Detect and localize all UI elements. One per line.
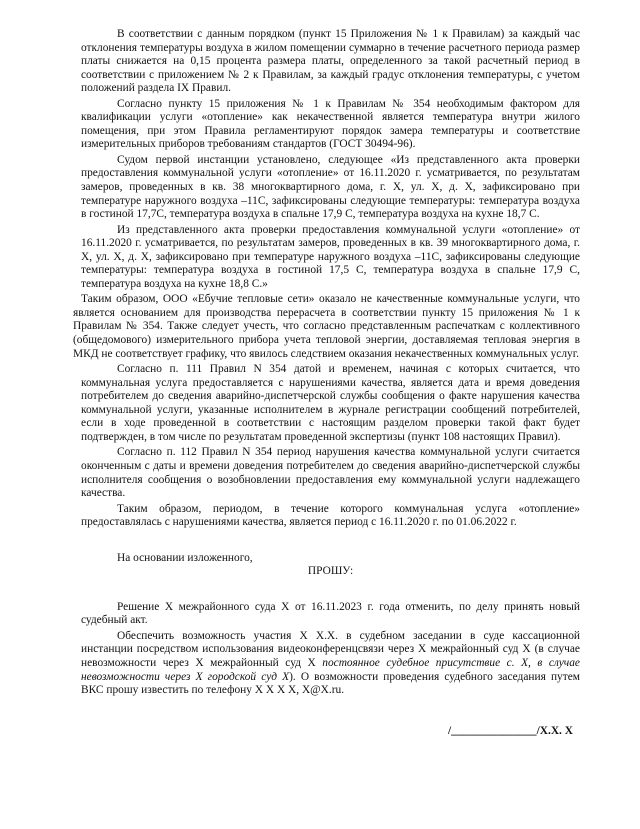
based-on-text: На основании изложенного, <box>117 551 253 564</box>
request-videoconference-end: ). О возможности проведения судебного заседания путем ВКС прошу известить по телефону Х Х Х Х, Х@Х.ru. <box>81 670 580 697</box>
request-cancel-decision: Решение Х межрайонного суда Х от 16.11.2023 г. года отменить, по делу принять новый судебный акт. <box>81 600 580 627</box>
paragraph-temperature-deviation: В соответствии с данным порядком (пункт 15 Приложения № 1 к Правилам) за каждый час отклонения температуры воздуха в жилом помещении суммарно в течение расчетного периода размер платы снижается на 0,15 процента размера платы, определенного за такой расчетный период в соответствии с приложением № 2 к Правилам, за каждый градус отклонения температуры, с учетом положений раздела IX Правил. <box>81 28 580 95</box>
request-videoconference-italic: постоянное судебное присутствие с. Х, в случае невозможности через Х городской суд Х <box>81 656 580 683</box>
paragraph-violation-period: Таким образом, периодом, в течение которого коммунальная услуга «отопление» предоставлялась с нарушениями качества, является период с 16.11.2020 г. по 01.06.2022 г. <box>81 502 580 529</box>
paragraph-rules-354: Согласно пункту 15 приложения № 1 к Правилам № 354 необходимым фактором для квалификации услуги «отопление» как некачественной является температура внутри жилого помещения, при этом Правила регламентируют порядок замера температуры и соответствие измерительных приборов требованиям стандартов (ГОСТ 30494-96). <box>81 97 580 151</box>
paragraph-rule-111: Согласно п. 111 Правил N 354 датой и временем, начиная с которых считается, что коммунальная услуга предоставляется с нарушениями качества, является дата и время доведения потребителем до сведения аварийно-диспетчерской службы сообщения о факте нарушения качества коммунальной услуги, указанные исполнителем в журнале регистрации сообщений потребителей, если в ходе проведенной в соответствии с настоящим разделом проверки такой факт будет подтвержден, в том числе по результатам проведенной экспертизы (пункт 108 настоящих Правил). <box>81 363 580 443</box>
paragraph-court-finding-apt-39: Из представленного акта проверки предоставления коммунальной услуги «отопление» от 16.11.2020 г. усматривается, по результатам замеров, проведенных в кв. 39 многоквартирного дома, г. Х, ул. Х, д. Х, зафиксировано при температуре наружного воздуха –11С, зафиксированы следующие температуры: температура воздуха в гостиной 17,5 С, температура воздуха в спальне 17,9 С, температура воздуха на кухне 18,8 С.» <box>81 223 580 290</box>
paragraph-conclusion-services: Таким образом, ООО «Ебучие тепловые сети» оказало не качественные коммунальные услуги, что является основанием для производства перерасчета в соответствии пункту 15 приложения № 1 к Правилам № 354. Также следует учесть, что согласно представленным распечаткам с коллективного (общедомового) измерительного прибора учета тепловой энергии, доставляемая тепловая энергия в МКД не соответствует графику, что явилось следствием оказания некачественных коммунальных услуг. <box>73 293 580 360</box>
signature-line: /_______________/Х.Х. Х <box>448 725 573 737</box>
request-videoconference-start: Обеспечить возможность участия Х Х.Х. в судебном заседании в суде кассационной инстанции посредством использования видеоконференцсвязи через Х межрайонный суд Х (в случае невозможности через Х межрайонный суд Х <box>81 629 580 669</box>
paragraph-rule-112: Согласно п. 112 Правил N 354 период нарушения качества коммунальной услуги считается оконченным с даты и времени доведения потребителем до сведения аварийно-диспетчерской службы исполнителя сообщения о возобновлении предоставления ему коммунальной услуги надлежащего качества. <box>81 446 580 500</box>
paragraph-court-finding-apt-38: Судом первой инстанции установлено, следующее «Из представленного акта проверки предоставления коммунальной услуги «отопление» от 16.11.2020 г. усматривается, по результатам замеров, проведенных в кв. 38 многоквартирного дома, г. Х, ул. Х, д. Х, зафиксировано при температуре наружного воздуха –11С, зафиксированы следующие температуры: температура воздуха в гостиной 17,7С, температура воздуха в спальне 17,9 С, температура воздуха на кухне 18,7 С. <box>81 153 580 221</box>
request-videoconference <box>81 630 580 698</box>
request-heading: ПРОШУ: <box>307 565 354 578</box>
